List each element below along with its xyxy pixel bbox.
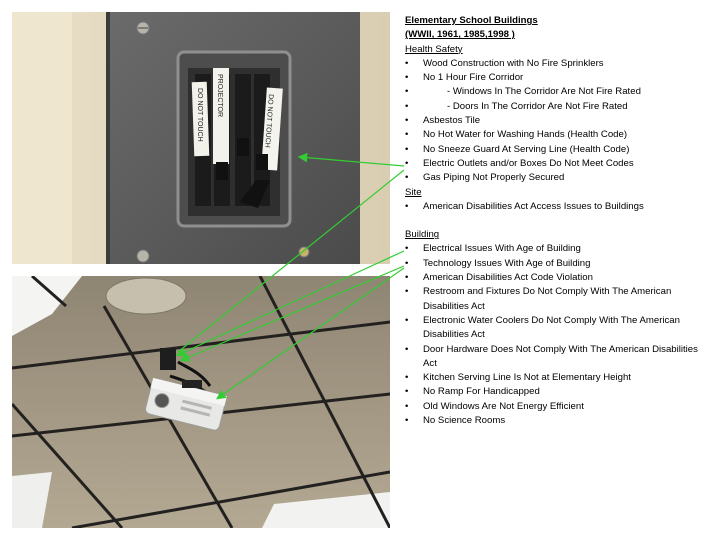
list-item: • Old Windows Are Not Energy Efficient xyxy=(405,400,584,412)
list-item: • Electrical Issues With Age of Building xyxy=(405,243,581,255)
screw-icon xyxy=(137,250,149,262)
list-item: • Technology Issues With Age of Building xyxy=(405,257,591,269)
list-item: • Electric Outlets and/or Boxes Do Not Meet Codes xyxy=(405,157,634,169)
slide-title: Elementary School Buildings xyxy=(405,15,538,26)
list-item: • Asbestos Tile xyxy=(405,115,481,127)
section-heading-site: Site xyxy=(405,186,422,198)
list-item: • No Hot Water for Washing Hands (Health Code) xyxy=(405,129,628,141)
list-item: • No 1 Hour Fire Corridor xyxy=(405,72,524,84)
label-do-not-touch-right: DO NOT TOUCH xyxy=(263,93,274,148)
list-item: • No Sneeze Guard At Serving Line (Health Code) xyxy=(405,143,630,155)
list-item-sub: • - Doors In The Corridor Are Not Fire Rated xyxy=(405,100,628,112)
list-item: • Wood Construction with No Fire Sprinklers xyxy=(405,57,604,69)
list-item: • Electronic Water Coolers Do Not Comply With The American Disabilities Act xyxy=(405,314,680,341)
list-item: • Restroom and Fixtures Do Not Comply With The American Disabilities Act xyxy=(405,286,672,312)
label-do-not-touch-left: DO NOT TOUCH xyxy=(196,88,203,142)
list-item: • American Disabilities Act Code Violation xyxy=(405,272,593,284)
list-item: • Gas Piping Not Properly Secured xyxy=(405,172,565,184)
photo-ceiling-projector xyxy=(12,276,390,528)
section-heading-building: Building xyxy=(405,229,440,241)
issues-list xyxy=(405,14,705,428)
label-projector: PROJECTOR xyxy=(216,74,223,118)
photo-breaker-panel xyxy=(12,12,390,264)
speaker-icon xyxy=(106,278,186,314)
list-item: • Kitchen Serving Line Is Not at Elementary Height xyxy=(405,372,631,384)
list-item: • No Science Rooms xyxy=(405,415,506,427)
list-item: • American Disabilities Act Access Issues to Buildings xyxy=(405,200,644,212)
list-item: • No Ramp For Handicapped xyxy=(405,386,540,398)
section-heading-health-safety: Health Safety xyxy=(405,43,463,55)
list-item: • Door Hardware Does Not Comply With The American Disabilities Act xyxy=(405,343,698,369)
slide-subtitle: (WWII, 1961, 1985,1998 ) xyxy=(405,29,515,41)
list-item-sub: • - Windows In The Corridor Are Not Fire Rated xyxy=(405,86,641,98)
